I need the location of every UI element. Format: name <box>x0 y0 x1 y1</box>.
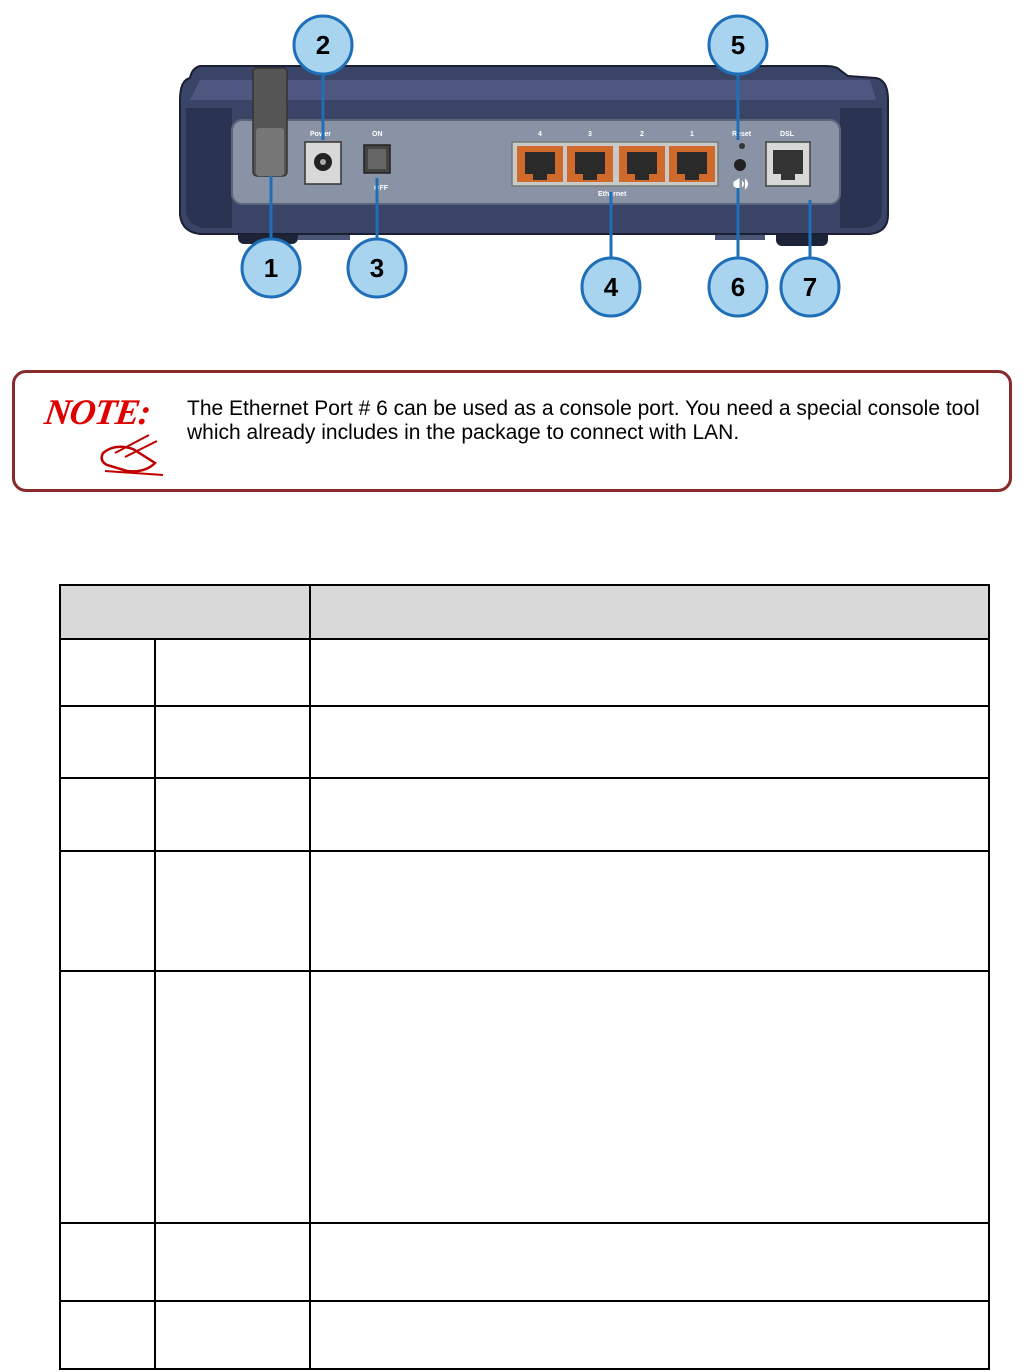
power-jack-pin <box>320 159 326 165</box>
router-side-right <box>840 108 882 228</box>
callout-7 <box>781 258 839 316</box>
table-cell-name <box>155 778 310 851</box>
callout-4 <box>582 258 640 316</box>
antenna-base <box>256 128 284 176</box>
table-cell-description <box>310 706 989 778</box>
table-cell-description <box>310 1223 989 1301</box>
note-label: NOTE: <box>42 392 153 432</box>
ethernet-port-3 <box>567 146 613 182</box>
callout-1 <box>242 239 300 297</box>
callout-5-number: 5 <box>730 30 746 60</box>
note-text: The Ethernet Port # 6 can be used as a console port. You need a special console tool which already includes in the package to connect with LAN. <box>187 397 980 444</box>
table-row <box>60 851 989 971</box>
table-row <box>60 1223 989 1301</box>
ethernet-label: Ethernet <box>598 191 627 198</box>
table-cell-name <box>155 639 310 706</box>
ethernet-number-1: 1 <box>690 131 694 138</box>
table-cell-name <box>155 706 310 778</box>
table-cell-name <box>155 971 310 1223</box>
note-box <box>12 370 1012 492</box>
callout-5 <box>709 16 767 74</box>
router-illustration <box>0 0 1032 330</box>
note-logo <box>42 391 175 481</box>
dsl-port-socket <box>773 150 803 174</box>
switch-on-label: ON <box>372 131 383 138</box>
router-side-left <box>186 108 232 228</box>
table-cell-number <box>60 706 155 778</box>
power-label: Power <box>310 131 332 138</box>
table-cell-description <box>310 971 989 1223</box>
callout-2-number: 2 <box>315 30 331 60</box>
callout-7-number: 7 <box>802 272 818 302</box>
table-cell-name <box>155 851 310 971</box>
table-cell-number <box>60 639 155 706</box>
dsl-port-clip <box>781 174 795 180</box>
table-header-cell-item <box>60 585 310 639</box>
table-header-row <box>60 585 989 639</box>
table-cell-description <box>310 778 989 851</box>
table-row <box>60 706 989 778</box>
callout-2 <box>294 16 352 74</box>
ethernet-port-1 <box>669 146 715 182</box>
router-back-panel-figure <box>0 0 1032 330</box>
dsl-label: DSL <box>780 131 794 138</box>
switch-off-label: OFF <box>374 185 388 192</box>
table-cell-number <box>60 971 155 1223</box>
table-cell-number <box>60 1223 155 1301</box>
table-row <box>60 639 989 706</box>
table-row <box>60 1301 989 1369</box>
ethernet-port-2 <box>619 146 665 182</box>
callout-4-number: 4 <box>603 272 619 302</box>
power-switch-button <box>368 149 386 169</box>
callout-3-number: 3 <box>369 253 385 283</box>
callout-6 <box>709 258 767 316</box>
router-top-bevel <box>190 80 876 100</box>
table-cell-number <box>60 778 155 851</box>
callout-1-number: 1 <box>263 253 279 283</box>
reset-label: Reset <box>732 131 752 138</box>
table-cell-description <box>310 639 989 706</box>
ethernet-port-4 <box>517 146 563 182</box>
table-cell-description <box>310 1301 989 1369</box>
table-cell-name <box>155 1301 310 1369</box>
writing-hand-icon <box>45 391 175 481</box>
audio-jack <box>734 159 746 171</box>
callout-6-number: 6 <box>730 272 746 302</box>
reset-pinhole <box>739 143 745 149</box>
callout-3 <box>348 239 406 297</box>
table-row <box>60 971 989 1223</box>
table-header-cell-description <box>310 585 989 639</box>
table-row <box>60 778 989 851</box>
ethernet-number-3: 3 <box>588 131 592 138</box>
table-cell-number <box>60 851 155 971</box>
spec-table <box>59 584 990 1370</box>
table-cell-description <box>310 851 989 971</box>
ethernet-number-4: 4 <box>538 131 542 138</box>
table-cell-name <box>155 1223 310 1301</box>
ethernet-number-2: 2 <box>640 131 644 138</box>
table-cell-number <box>60 1301 155 1369</box>
